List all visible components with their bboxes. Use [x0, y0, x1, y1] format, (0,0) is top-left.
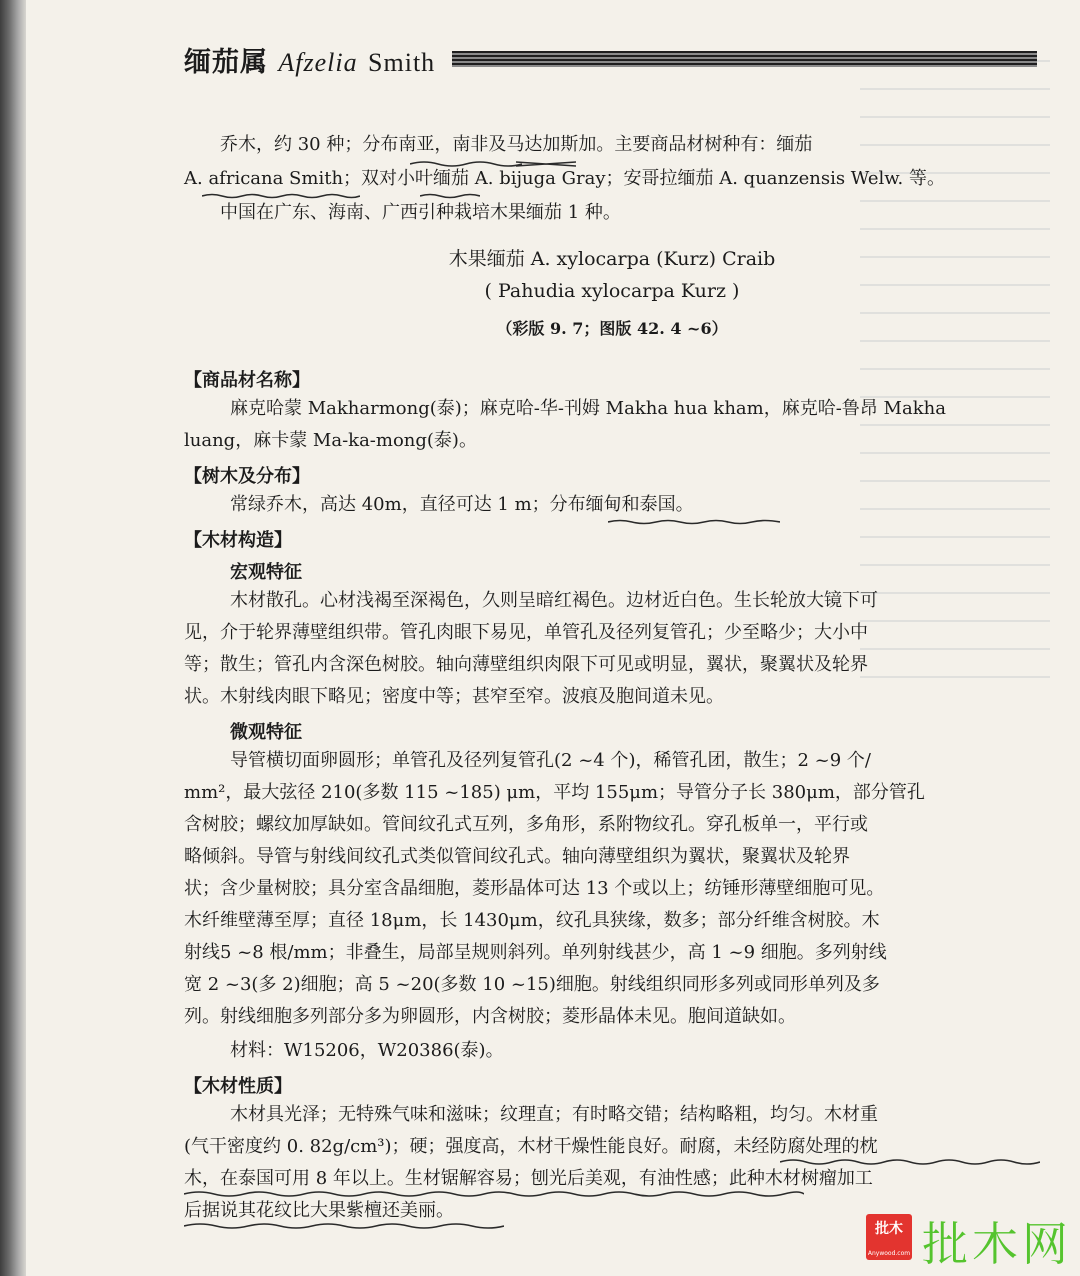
properties-line-2: (气干密度约 0. 82g/cm³)；硬；强度高，木材干燥性能良好。耐腐，未经防腐处理的枕: [184, 1136, 878, 1157]
trade-names-line-1: 麻克哈蒙 Makharmong(泰)；麻克哈-华-刊姆 Makha hua kham，麻克哈-鲁昂 Makha: [230, 398, 946, 419]
macro-heading: 宏观特征: [230, 562, 302, 583]
properties-line-4: 后据说其花纹比大果紫檀还美丽。: [184, 1200, 454, 1221]
watermark-logo-text: 批木: [875, 1221, 903, 1237]
handwritten-underline: [420, 192, 480, 198]
micro-line-4: 略倾斜。导管与射线间纹孔式类似管间纹孔式。轴向薄壁组织为翼状，聚翼状及轮界: [184, 846, 850, 867]
genus-header: [184, 40, 1040, 76]
micro-line-6: 木纤维壁薄至厚；直径 18μm，长 1430μm，纹孔具狭缘，数多；部分纤维含树胶。木: [184, 910, 880, 931]
watermark-logo-small: Anywood.com: [867, 1250, 911, 1257]
micro-line-5: 状；含少量树胶；具分室含晶细胞，菱形晶体可达 13 个或以上；纺锤形薄壁细胞可见。: [184, 878, 885, 899]
section-heading-structure: 【木材构造】: [184, 530, 292, 551]
genus-name-cn: 缅茄属: [184, 47, 268, 78]
tree-line-1: 常绿乔木，高达 40m，直径可达 1 m；分布缅甸和泰国。: [230, 494, 694, 515]
trade-names-line-2: luang，麻卡蒙 Ma-ka-mong(泰)。: [184, 430, 477, 451]
macro-line-3: 等；散生；管孔内含深色树胶。轴向薄壁组织肉限下可见或明显，翼状，聚翼状及轮界: [184, 654, 868, 675]
book-spine-shadow: [0, 0, 26, 1276]
genus-author: Smith: [368, 48, 436, 77]
genus-title: [184, 40, 435, 79]
species-plates: （彩版 9. 7；图版 42. 4 ~6）: [496, 319, 728, 338]
section-heading-properties: 【木材性质】: [184, 1076, 292, 1097]
micro-line-3: 含树胶；螺纹加厚缺如。管间纹孔式互列，多角形，系附物纹孔。穿孔板单一，平行或: [184, 814, 868, 835]
handwritten-underline: [410, 160, 522, 166]
species-synonym: ( Pahudia xylocarpa Kurz ): [484, 280, 740, 302]
handwritten-underline: [184, 1190, 804, 1196]
genus-name-latin: Afzelia: [278, 48, 358, 77]
site-watermark: [864, 1210, 1080, 1276]
handwritten-underline: [184, 1222, 504, 1228]
intro-line-1: 乔木，约 30 种；分布南亚，南非及马达加斯加。主要商品材树种有：缅茄: [220, 134, 813, 155]
properties-line-1: 木材具光泽；无特殊气味和滋味；纹理直；有时略交错；结构略粗，均匀。木材重: [230, 1104, 878, 1125]
macro-line-1: 木材散孔。心材浅褐至深褐色，久则呈暗红褐色。边材近白色。生长轮放大镜下可: [230, 590, 878, 611]
micro-line-9: 列。射线细胞多列部分多为卵圆形，内含树胶；菱形晶体未见。胞间道缺如。: [184, 1006, 796, 1027]
handwritten-underline: [780, 1158, 1040, 1164]
micro-line-7: 射线5 ~8 根/mm；非叠生，局部呈规则斜列。单列射线甚少，高 1 ~9 细胞。多列射线: [184, 942, 887, 963]
intro-line-2: A. africana Smith；双对小叶缅茄 A. bijuga Gray；安哥拉缅茄 A. quanzensis Welw. 等。: [184, 168, 945, 189]
species-name: 木果缅茄 A. xylocarpa (Kurz) Craib: [448, 248, 776, 270]
section-heading-trade-names: 【商品材名称】: [184, 370, 310, 391]
micro-line-2: mm²，最大弦径 210(多数 115 ~185) μm，平均 155μm；导管分子长 380μm，部分管孔: [184, 782, 925, 803]
macro-line-2: 见，介于轮界薄壁组织带。管孔肉眼下易见，单管孔及径列复管孔；少至略少；大小中: [184, 622, 868, 643]
materials-line: 材料：W15206，W20386(泰)。: [230, 1040, 504, 1061]
micro-heading: 微观特征: [230, 722, 302, 743]
macro-line-4: 状。木射线肉眼下略见；密度中等；甚窄至窄。波痕及胞间道未见。: [184, 686, 724, 707]
section-heading-tree: 【树木及分布】: [184, 466, 310, 487]
micro-line-8: 宽 2 ~3(多 2)细胞；高 5 ~20(多数 10 ~15)细胞。射线组织同形多列或同形单列及多: [184, 974, 880, 995]
watermark-text: 批木网: [922, 1217, 1072, 1271]
header-rule-bar: [452, 51, 1037, 67]
properties-line-3: 木，在泰国可用 8 年以上。生材锯解容易；刨光后美观，有油性感；此种木材树瘤加工: [184, 1168, 873, 1189]
handwritten-scribble: [516, 160, 576, 166]
intro-line-3: 中国在广东、海南、广西引种栽培木果缅茄 1 种。: [220, 202, 621, 223]
micro-line-1: 导管横切面卵圆形；单管孔及径列复管孔(2 ~4 个)，稀管孔团，散生；2 ~9 个/: [230, 750, 871, 771]
handwritten-underline: [202, 192, 360, 198]
handwritten-underline: [608, 518, 780, 524]
watermark-logo: [866, 1214, 912, 1260]
